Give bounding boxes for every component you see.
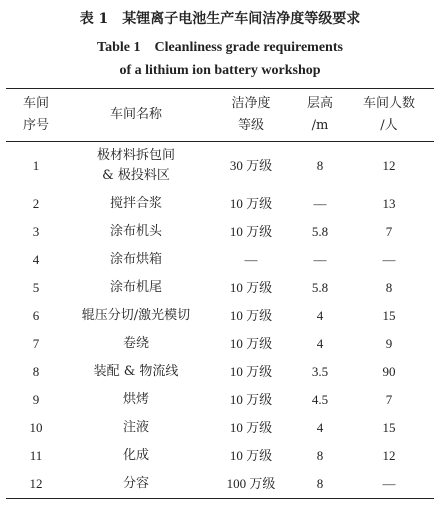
cell-grade: 100 万级	[226, 476, 276, 491]
cell-people: 8	[385, 280, 393, 295]
cell-people: 15	[382, 420, 396, 435]
header-grade-line2: 等级	[237, 118, 264, 133]
cell-grade: 10 万级	[229, 196, 273, 211]
table-row	[6, 358, 434, 386]
cell-height: 4	[316, 308, 324, 323]
cell-name	[66, 246, 206, 274]
cell-name	[66, 330, 206, 358]
cell-name-line: 搅拌合浆	[109, 196, 162, 211]
cell-grade: 10 万级	[229, 448, 273, 463]
table-row	[6, 414, 434, 442]
header-no-line2: 序号	[22, 118, 49, 133]
cell-grade: 10 万级	[229, 392, 273, 407]
cell-no: 4	[32, 252, 40, 267]
table-caption-en-line1: Table 1 Cleanliness grade requirements	[97, 40, 343, 55]
cell-people: 9	[385, 336, 393, 351]
cell-name-line: 极材料拆包间	[96, 148, 175, 163]
cell-name-line: 辊压分切/激光模切	[81, 308, 191, 323]
header-no-line1: 车间	[22, 96, 49, 111]
cell-height: 8	[316, 158, 324, 173]
cell-height: 5.8	[311, 224, 329, 239]
table-caption-cn: 表 1 某锂离子电池生产车间洁净度等级要求	[79, 11, 361, 27]
cell-no: 8	[32, 364, 40, 379]
cell-name	[66, 470, 206, 499]
cell-grade: —	[244, 252, 258, 267]
table-row	[6, 330, 434, 358]
cell-name-line: 装配 & 物流线	[93, 364, 179, 379]
cell-name-line: 烘烤	[122, 392, 149, 407]
cell-people: 15	[382, 308, 396, 323]
header-height-line2: /m	[311, 118, 329, 133]
cell-people: 90	[382, 364, 396, 379]
cell-grade: 10 万级	[229, 224, 273, 239]
cell-name	[66, 358, 206, 386]
table-row	[6, 470, 434, 499]
cell-no: 10	[29, 420, 43, 435]
cell-name	[66, 414, 206, 442]
table-row	[6, 274, 434, 302]
cell-no: 9	[32, 392, 40, 407]
cell-grade: 10 万级	[229, 364, 273, 379]
cell-grade: 10 万级	[229, 420, 273, 435]
cell-height: 4	[316, 336, 324, 351]
cell-name-line: 涂布机头	[109, 224, 162, 239]
cell-height: 4	[316, 420, 324, 435]
cell-name-line: 涂布烘箱	[109, 252, 162, 267]
header-people	[344, 89, 434, 142]
cell-people: 7	[385, 392, 393, 407]
cell-no: 1	[32, 158, 40, 173]
header-height-line1: 层高	[306, 96, 333, 111]
table-row	[6, 246, 434, 274]
cell-name-line: 分容	[122, 476, 149, 491]
cell-no: 2	[32, 196, 40, 211]
cell-grade: 10 万级	[229, 280, 273, 295]
cell-no: 6	[32, 308, 40, 323]
cell-height: —	[313, 252, 327, 267]
header-height	[296, 89, 344, 142]
cell-height: 3.5	[311, 364, 329, 379]
cell-height: 8	[316, 476, 324, 491]
cell-people: 12	[382, 158, 396, 173]
cell-name-line: 化成	[122, 448, 149, 463]
cell-height: —	[313, 196, 327, 211]
cell-name	[66, 142, 206, 191]
header-no	[6, 89, 66, 142]
header-people-line2: /人	[380, 118, 398, 133]
table-caption-en-line2: of a lithium ion battery workshop	[119, 63, 321, 78]
cell-people: 13	[382, 196, 396, 211]
cell-people: —	[382, 252, 396, 267]
table-row	[6, 218, 434, 246]
table-row	[6, 190, 434, 218]
cell-name	[66, 274, 206, 302]
cell-no: 12	[29, 476, 43, 491]
cell-height: 4.5	[311, 392, 329, 407]
cell-name	[66, 218, 206, 246]
cell-name	[66, 190, 206, 218]
cleanliness-table	[6, 88, 434, 499]
table-row	[6, 386, 434, 414]
header-grade-line1: 洁净度	[231, 96, 271, 111]
cell-name-line: 注液	[122, 420, 149, 435]
cell-people: 12	[382, 448, 396, 463]
cell-grade: 30 万级	[229, 158, 273, 173]
header-grade	[206, 89, 296, 142]
cell-name	[66, 302, 206, 330]
cell-name-line: 涂布机尾	[109, 280, 162, 295]
cell-no: 5	[32, 280, 40, 295]
table-row	[6, 302, 434, 330]
cell-height: 8	[316, 448, 324, 463]
cell-grade: 10 万级	[229, 336, 273, 351]
cell-no: 3	[32, 224, 40, 239]
cell-grade: 10 万级	[229, 308, 273, 323]
cell-name-line: & 极投料区	[102, 168, 170, 183]
cell-no: 11	[29, 448, 43, 463]
cell-name-line: 卷绕	[122, 336, 149, 351]
cell-height: 5.8	[311, 280, 329, 295]
table-header	[6, 89, 434, 142]
cell-no: 7	[32, 336, 40, 351]
header-name: 车间名称	[109, 107, 162, 122]
cell-name	[66, 442, 206, 470]
cell-name	[66, 386, 206, 414]
table-body	[6, 142, 434, 499]
table-row	[6, 142, 434, 191]
table-row	[6, 442, 434, 470]
cell-people: 7	[385, 224, 393, 239]
header-people-line1: 车间人数	[362, 96, 415, 111]
cell-people: —	[382, 476, 396, 491]
